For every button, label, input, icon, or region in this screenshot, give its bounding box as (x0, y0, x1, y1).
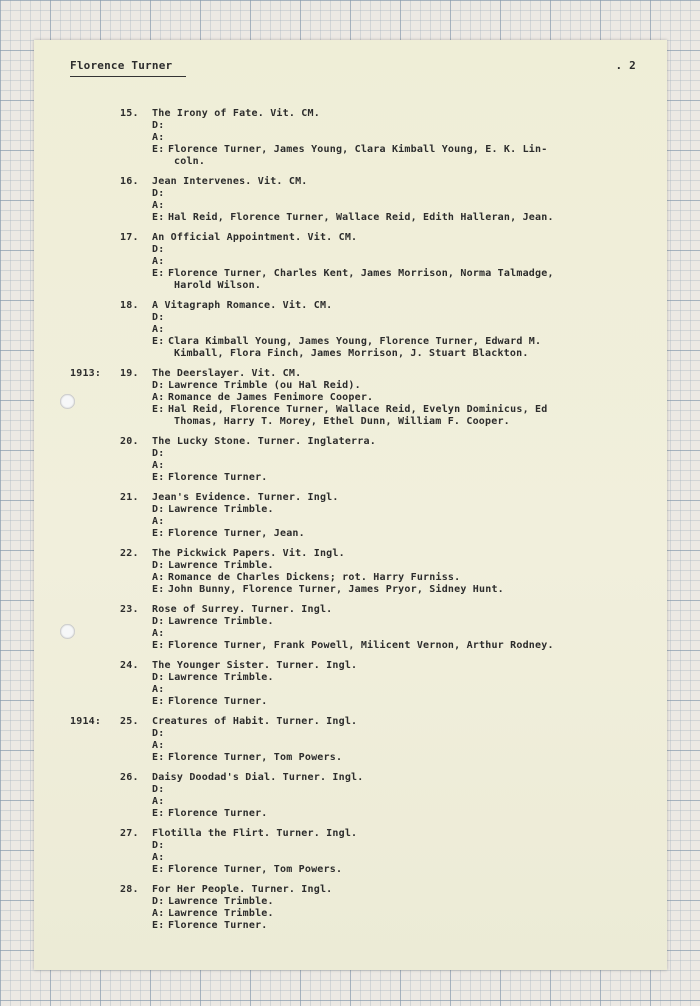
field-label: D: (152, 560, 165, 571)
field-label: D: (152, 120, 165, 131)
entry-number: 15. (120, 108, 139, 119)
cast-continuation-line (34, 416, 667, 428)
entry-number: 21. (120, 492, 139, 503)
field-value: Florence Turner, Charles Kent, James Morrison, Norma Talmadge, (168, 268, 554, 279)
field-value: Florence Turner. (168, 472, 268, 483)
cast-continuation-line (34, 280, 667, 292)
field-label: D: (152, 504, 165, 515)
cast-line (34, 696, 667, 708)
field-label: D: (152, 728, 165, 739)
film-entry (34, 436, 667, 484)
author-line (34, 392, 667, 404)
field-label: E: (152, 808, 165, 819)
film-title: Creatures of Habit. Turner. Ingl. (152, 716, 358, 727)
field-label: D: (152, 312, 165, 323)
author-line (34, 852, 667, 864)
director-line (34, 560, 667, 572)
field-label: E: (152, 528, 165, 539)
cast-line (34, 268, 667, 280)
field-label: A: (152, 740, 165, 751)
typed-sheet (34, 40, 667, 970)
author-line (34, 572, 667, 584)
film-title: Daisy Doodad's Dial. Turner. Ingl. (152, 772, 364, 783)
entry-number: 18. (120, 300, 139, 311)
film-entry (34, 548, 667, 596)
field-value-continued: coln. (174, 156, 206, 167)
entry-number: 19. (120, 368, 139, 379)
cast-line (34, 404, 667, 416)
director-line (34, 504, 667, 516)
cast-line (34, 212, 667, 224)
director-line (34, 896, 667, 908)
entry-number: 26. (120, 772, 139, 783)
entry-number: 24. (120, 660, 139, 671)
title-line (34, 604, 667, 616)
field-value: Romance de Charles Dickens; rot. Harry Furniss. (168, 572, 461, 583)
field-label: E: (152, 212, 165, 223)
film-title: The Lucky Stone. Turner. Inglaterra. (152, 436, 376, 447)
field-label: D: (152, 616, 165, 627)
field-label: E: (152, 920, 165, 931)
film-title: Jean's Evidence. Turner. Ingl. (152, 492, 339, 503)
field-label: A: (152, 684, 165, 695)
title-line (34, 492, 667, 504)
cast-line (34, 584, 667, 596)
field-label: E: (152, 268, 165, 279)
author-line (34, 740, 667, 752)
field-value-continued: Kimball, Flora Finch, James Morrison, J. Stuart Blackton. (174, 348, 529, 359)
field-label: D: (152, 840, 165, 851)
field-label: E: (152, 640, 165, 651)
field-value: Romance de James Fenimore Cooper. (168, 392, 374, 403)
film-entry (34, 232, 667, 292)
field-value: Florence Turner, Frank Powell, Milicent Vernon, Arthur Rodney. (168, 640, 554, 651)
director-line (34, 840, 667, 852)
title-line (34, 548, 667, 560)
field-label: E: (152, 752, 165, 763)
director-line (34, 728, 667, 740)
cast-line (34, 528, 667, 540)
field-label: D: (152, 380, 165, 391)
field-value: John Bunny, Florence Turner, James Pryor, Sidney Hunt. (168, 584, 504, 595)
director-line (34, 448, 667, 460)
field-value-continued: Thomas, Harry T. Morey, Ethel Dunn, William F. Cooper. (174, 416, 510, 427)
field-label: A: (152, 516, 165, 527)
field-value: Florence Turner. (168, 920, 268, 931)
cast-line (34, 144, 667, 156)
title-line (34, 232, 667, 244)
cast-continuation-line (34, 348, 667, 360)
title-line (34, 368, 667, 380)
field-label: A: (152, 132, 165, 143)
author-line (34, 324, 667, 336)
film-title: Jean Intervenes. Vit. CM. (152, 176, 308, 187)
cast-line (34, 864, 667, 876)
field-value: Florence Turner. (168, 808, 268, 819)
field-label: D: (152, 672, 165, 683)
field-value: Lawrence Trimble. (168, 896, 274, 907)
film-entry (34, 108, 667, 168)
field-label: D: (152, 244, 165, 255)
film-title: A Vitagraph Romance. Vit. CM. (152, 300, 333, 311)
author-line (34, 908, 667, 920)
year-label: 1913: (70, 368, 102, 379)
film-entry (34, 176, 667, 224)
field-label: A: (152, 200, 165, 211)
field-value: Florence Turner, Tom Powers. (168, 864, 343, 875)
field-label: E: (152, 472, 165, 483)
field-label: E: (152, 404, 165, 415)
field-value-continued: Harold Wilson. (174, 280, 262, 291)
title-line (34, 884, 667, 896)
field-label: A: (152, 392, 165, 403)
film-entry (34, 716, 667, 764)
director-line (34, 672, 667, 684)
field-label: A: (152, 796, 165, 807)
author-line (34, 132, 667, 144)
field-value: Lawrence Trimble (ou Hal Reid). (168, 380, 361, 391)
author-line (34, 460, 667, 472)
film-title: An Official Appointment. Vit. CM. (152, 232, 358, 243)
field-label: A: (152, 324, 165, 335)
field-value: Florence Turner, Jean. (168, 528, 305, 539)
author-line (34, 256, 667, 268)
title-line (34, 300, 667, 312)
field-value: Lawrence Trimble. (168, 616, 274, 627)
title-line (34, 660, 667, 672)
director-line (34, 244, 667, 256)
field-label: E: (152, 584, 165, 595)
cast-line (34, 920, 667, 932)
film-title: The Younger Sister. Turner. Ingl. (152, 660, 358, 671)
field-value: Lawrence Trimble. (168, 672, 274, 683)
field-label: D: (152, 784, 165, 795)
field-label: E: (152, 144, 165, 155)
cast-line (34, 472, 667, 484)
director-line (34, 312, 667, 324)
author-line (34, 628, 667, 640)
title-line (34, 828, 667, 840)
field-value: Hal Reid, Florence Turner, Wallace Reid, Edith Halleran, Jean. (168, 212, 554, 223)
author-line (34, 684, 667, 696)
field-value: Florence Turner, Tom Powers. (168, 752, 343, 763)
film-entry (34, 300, 667, 360)
field-value: Hal Reid, Florence Turner, Wallace Reid, Evelyn Dominicus, Ed (168, 404, 548, 415)
field-value: Lawrence Trimble. (168, 908, 274, 919)
film-title: Rose of Surrey. Turner. Ingl. (152, 604, 333, 615)
film-entry (34, 368, 667, 428)
field-label: E: (152, 336, 165, 347)
entry-number: 17. (120, 232, 139, 243)
field-value: Florence Turner. (168, 696, 268, 707)
film-entry (34, 660, 667, 708)
cast-line (34, 336, 667, 348)
field-label: A: (152, 460, 165, 471)
entry-number: 23. (120, 604, 139, 615)
filmography-list (34, 108, 667, 940)
director-line (34, 120, 667, 132)
film-entry (34, 772, 667, 820)
film-entry (34, 604, 667, 652)
field-label: A: (152, 572, 165, 583)
field-label: A: (152, 852, 165, 863)
field-value: Clara Kimball Young, James Young, Florence Turner, Edward M. (168, 336, 542, 347)
cast-line (34, 808, 667, 820)
entry-number: 27. (120, 828, 139, 839)
field-label: E: (152, 696, 165, 707)
film-title: Flotilla the Flirt. Turner. Ingl. (152, 828, 358, 839)
entry-number: 28. (120, 884, 139, 895)
title-line (34, 176, 667, 188)
film-title: The Deerslayer. Vit. CM. (152, 368, 302, 379)
year-label: 1914: (70, 716, 102, 727)
cast-line (34, 752, 667, 764)
film-title: For Her People. Turner. Ingl. (152, 884, 333, 895)
page-number: . 2 (615, 59, 636, 72)
field-label: D: (152, 896, 165, 907)
field-value: Lawrence Trimble. (168, 504, 274, 515)
title-line (34, 772, 667, 784)
field-value: Florence Turner, James Young, Clara Kimball Young, E. K. Lin- (168, 144, 548, 155)
title-line (34, 716, 667, 728)
field-value: Lawrence Trimble. (168, 560, 274, 571)
director-line (34, 188, 667, 200)
film-title: The Irony of Fate. Vit. CM. (152, 108, 320, 119)
entry-number: 25. (120, 716, 139, 727)
header-name: Florence Turner (70, 59, 186, 77)
field-label: D: (152, 448, 165, 459)
cast-continuation-line (34, 156, 667, 168)
author-line (34, 516, 667, 528)
entry-number: 22. (120, 548, 139, 559)
cast-line (34, 640, 667, 652)
entry-number: 20. (120, 436, 139, 447)
director-line (34, 380, 667, 392)
film-entry (34, 828, 667, 876)
film-title: The Pickwick Papers. Vit. Ingl. (152, 548, 345, 559)
title-line (34, 436, 667, 448)
field-label: E: (152, 864, 165, 875)
director-line (34, 616, 667, 628)
entry-number: 16. (120, 176, 139, 187)
field-label: A: (152, 256, 165, 267)
field-label: A: (152, 628, 165, 639)
director-line (34, 784, 667, 796)
title-line (34, 108, 667, 120)
film-entry (34, 492, 667, 540)
field-label: D: (152, 188, 165, 199)
author-line (34, 796, 667, 808)
author-line (34, 200, 667, 212)
field-label: A: (152, 908, 165, 919)
film-entry (34, 884, 667, 932)
